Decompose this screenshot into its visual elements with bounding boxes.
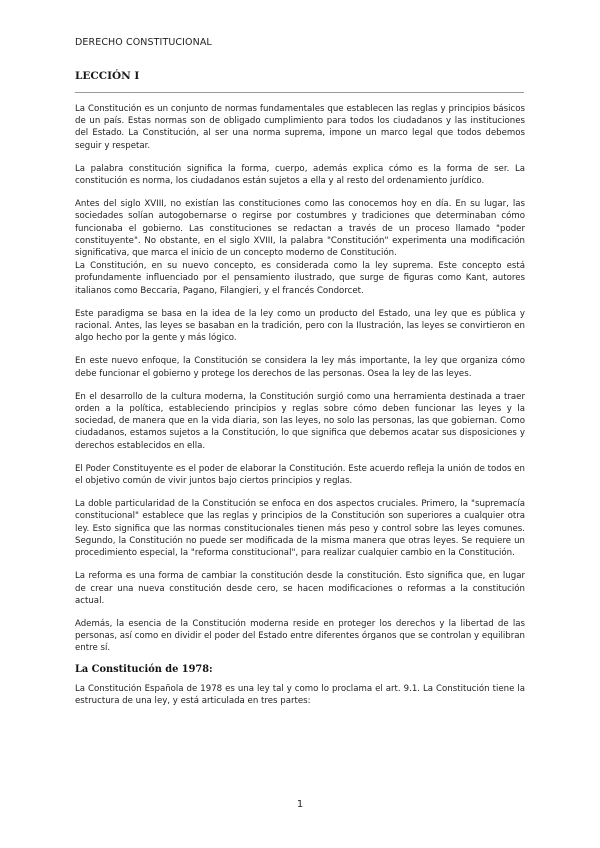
paragraph-modern-culture: En el desarrollo de la cultura moderna, la Constitución surgió como una herramienta destinada a traer orden a la política, estableciendo principios y reglas sobre cómo deben funcionar las leyes y la sociedad, de manera que en la vida diaria, son las leyes, no solo las personas, las que gobiernan. Como ciudadanos, estamos sujetos a la Constitución, lo que significa que debemos acatar sus disposiciones y derechos establecidos en ella. (75, 391, 525, 451)
paragraph-new-approach: En este nuevo enfoque, la Constitución se considera la ley más importante, la ley que organiza cómo debe funcionar el gobierno y protege los derechos de las personas. Osea la ley de las leyes. (75, 356, 525, 379)
paragraph-essence: Además, la esencia de la Constitución moderna reside en proteger los derechos y la libertad de las personas, así como en dividir el poder del Estado entre diferentes órganos que se controlan y equilibran entre sí. (75, 618, 525, 654)
paragraph-history: Antes del siglo XVIII, no existían las constituciones como las conocemos hoy en día. En su lugar, las sociedades solían autogobernarse o regirse por costumbres y tradiciones que determinaban cómo funcionaba el gobierno. Las constituciones se redactan a través de un proceso llamado "poder constituyente". No obstante, en el siglo XVIII, la palabra "Constitución" experimenta una modificación significativa, que marca el inicio de un concepto moderno de Constitución. (75, 199, 525, 259)
paragraph-double-particularity: La doble particularidad de la Constitución se enfoca en dos aspectos cruciales. Primero, la "supremacía constitucional" establece que las reglas y principios de la Constitución son superiores a cualquier otra ley. Esto significa que las normas constitucionales tienen más peso y control sobre las leyes comunes. Segundo, la Constitución no puede ser modificada de la misma manera que otras leyes. Se requiere un procedimiento especial, la "reforma constitucional", para realizar cualquier cambio en la Constitución. (75, 499, 525, 559)
paragraph-reform: La reforma es una forma de cambiar la constitución desde la constitución. Esto significa que, en lugar de crear una nueva constitución desde cero, se hacen modificaciones o reformas a la constitución actual. (75, 571, 525, 606)
paragraph-word-meaning: La palabra constitución significa la forma, cuerpo, además explica cómo es la forma de ser. La constitución es norma, los ciudadanos están sujetos a ella y al resto del ordenamiento jurídico. (75, 163, 525, 187)
page-number: 1 (296, 799, 304, 810)
paragraph-constituent-power: El Poder Constituyente es el poder de elaborar la Constitución. Este acuerdo refleja la unión de todos en el objetivo común de vivir juntos bajo ciertos principios y reglas. (75, 463, 525, 487)
running-header: DERECHO CONSTITUCIONAL (75, 37, 212, 48)
title-divider (75, 92, 524, 93)
paragraph-paradigm: Este paradigma se basa en la idea de la ley como un producto del Estado, una ley que es pública y racional. Antes, las leyes se basaban en la tradición, pero con la Ilustración, las leyes se convirtieron en algo hecho por la gente y más lógico. (75, 308, 525, 344)
paragraph-definition: La Constitución es un conjunto de normas fundamentales que establecen las reglas y principios básicos de un país. Estas normas son de obligado cumplimiento para todos los ciudadanos y las instituciones del Estado. La Constitución, al ser una norma suprema, impone un marco legal que todos debemos seguir y respetar. (75, 104, 525, 151)
body-text (75, 103, 525, 707)
paragraph-constitution-1978: La Constitución Española de 1978 es una ley tal y como lo proclama el art. 9.1. La Constitución tiene la estructura de una ley, y está articulada en tres partes: (75, 683, 525, 706)
lesson-title: LECCIÓN I (75, 70, 140, 82)
paragraph-supreme-law: La Constitución, en su nuevo concepto, es considerada como la ley suprema. Este concepto está profundamente influenciado por el pensamiento ilustrado, que surge de figuras como Kant, autores italianos como Beccaria, Pagano, Filangieri, y el francés Condorcet. (75, 261, 525, 296)
section-heading: La Constitución de 1978: (75, 663, 213, 675)
